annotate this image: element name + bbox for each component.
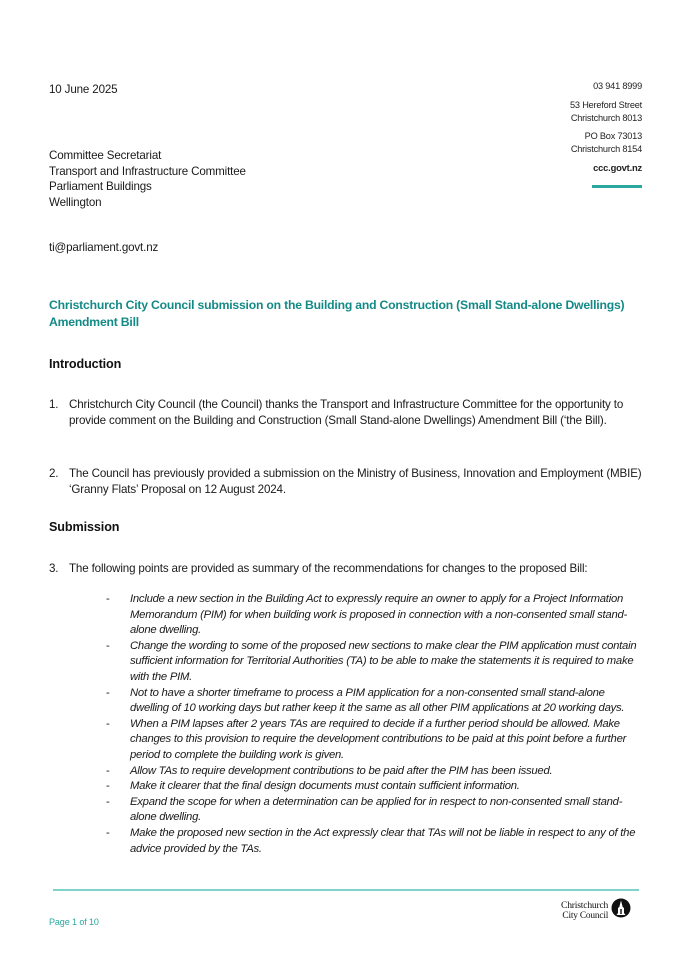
letter-date: 10 June 2025 [49, 83, 118, 96]
numbered-paragraph [49, 397, 649, 428]
page-number: Page 1 of 10 [49, 917, 99, 927]
dash-bullet-icon: - [106, 764, 110, 777]
paragraph-text: The Council has previously provided a submission on the Ministry of Business, Innovation and Employment (MBIE) ‘Granny Flats’ Proposal on 12 August 2024. [69, 467, 642, 496]
recipient-line: Committee Secretariat [49, 149, 162, 162]
paragraph-number: 2. [49, 467, 59, 480]
contact-po-box [570, 130, 642, 156]
footer-divider [53, 889, 639, 891]
recommendations-list [106, 592, 646, 857]
po-box-city-line: Christchurch 8154 [570, 144, 642, 155]
list-item-text: Include a new section in the Building Act to expressly require an owner to apply for a Project Information Memorandum (PIM) for when building work is proposed in connection with a non-consented small stand-alone dwelling. [130, 593, 628, 637]
section-heading-introduction: Introduction [49, 357, 122, 371]
list-item [106, 779, 646, 795]
list-item-text: Not to have a shorter timeframe to process a PIM application for a non-consented small stand-alone dwelling of 10 working days but rather keep it the same as all other PIM applications at 20 working days. [130, 686, 625, 715]
paragraph-number: 3. [49, 562, 59, 575]
dash-bullet-icon: - [106, 686, 110, 699]
list-item [106, 639, 646, 686]
dash-bullet-icon: - [106, 780, 110, 793]
recipient-line: Parliament Buildings [49, 180, 152, 194]
list-item [106, 826, 646, 857]
list-item [106, 592, 646, 639]
logo-line-2: City Council [562, 910, 609, 921]
contact-phone: 03 941 8999 [593, 81, 642, 91]
paragraph-text: The following points are provided as summary of the recommendations for changes to the proposed Bill: [69, 562, 588, 575]
document-title: Christchurch City Council submission on the Building and Construction (Small Stand-alone Dwellings) Amendment Bill [49, 298, 625, 329]
list-item [106, 795, 646, 826]
contact-website-link[interactable]: ccc.govt.nz [593, 161, 642, 173]
section-heading-submission: Submission [49, 520, 120, 534]
dash-bullet-icon: - [106, 639, 110, 652]
list-item-text: Make it clearer that the final design documents must contain sufficient information. [130, 780, 520, 793]
list-item [106, 717, 646, 764]
list-item-text: Expand the scope for when a determination can be applied for in respect to non-consented small stand-alone dwelling. [130, 795, 623, 824]
list-item-text: When a PIM lapses after 2 years TAs are required to decide if a further period should be allowed. Make changes to this provision to require the development contributions to be paid at this point before a further period to complete the building work is given. [130, 717, 627, 761]
council-logo [561, 898, 631, 923]
list-item [106, 686, 646, 717]
dash-bullet-icon: - [106, 717, 110, 730]
logo-line-1: Christchurch [561, 899, 609, 911]
recipient-line: Transport and Infrastructure Committee [49, 164, 246, 178]
recipient-line: Wellington [49, 195, 102, 209]
cathedral-logo-icon [611, 898, 631, 923]
paragraph-number: 1. [49, 398, 59, 411]
recipient-address [49, 148, 246, 210]
numbered-paragraph [49, 561, 649, 577]
council-contact-block [570, 80, 642, 175]
list-item [106, 764, 646, 780]
numbered-paragraph [49, 466, 649, 497]
list-item-text: Make the proposed new section in the Act expressly clear that TAs will not be liable in respect to any of the advice provided by the TAs. [130, 826, 636, 855]
dash-bullet-icon: - [106, 593, 110, 605]
recipient-email: ti@parliament.govt.nz [49, 241, 159, 254]
contact-street-address [570, 99, 642, 125]
contact-accent-rule [592, 185, 642, 188]
po-box-line: PO Box 73013 [584, 131, 642, 142]
dash-bullet-icon: - [106, 826, 110, 839]
list-item-text: Change the wording to some of the proposed new sections to make clear the PIM application must contain sufficient information for Territorial Authorities (TA) to be able to make the statements it is required to make with the PIM. [130, 639, 637, 683]
paragraph-text: Christchurch City Council (the Council) thanks the Transport and Infrastructure Committee for the opportunity to provide comment on the Building and Construction (Small Stand-alone Dwellings) Amendment Bill (‘the Bill). [69, 398, 624, 427]
list-item-text: Allow TAs to require development contributions to be paid after the PIM has been issued. [130, 764, 553, 777]
street-city-line: Christchurch 8013 [570, 112, 642, 123]
dash-bullet-icon: - [106, 795, 110, 808]
logo-wordmark [561, 901, 608, 921]
street-line: 53 Hereford Street [570, 99, 642, 110]
